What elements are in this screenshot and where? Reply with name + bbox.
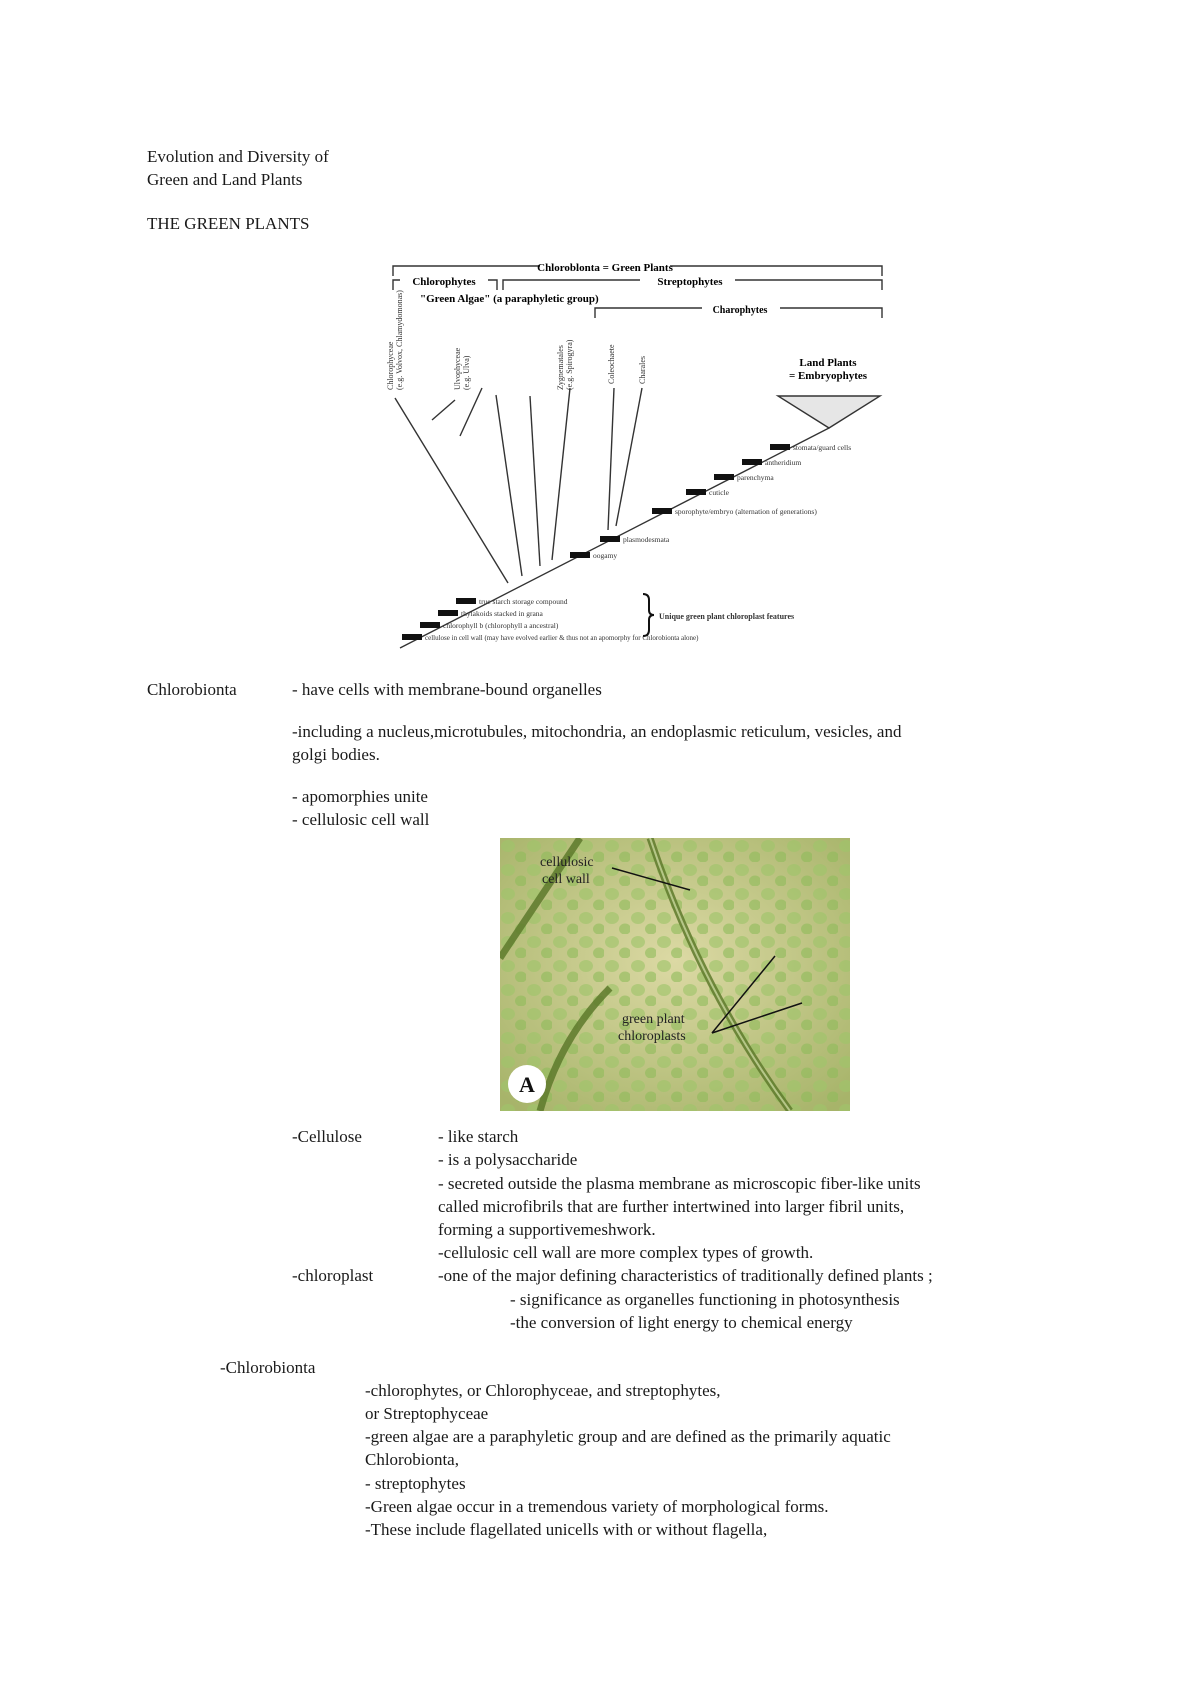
- trait-label: thylakoids stacked in grana: [461, 609, 543, 618]
- trait-label: stomata/guard cells: [793, 443, 852, 452]
- cell-micrograph: [500, 838, 850, 1111]
- clado-green-algae: "Green Algae" (a paraphyletic group): [420, 293, 599, 305]
- chlorobionta2-line: -green algae are a paraphyletic group and are defined as the primarily aquatic: [365, 1427, 891, 1446]
- doc-title-line1: Evolution and Diversity of: [147, 147, 329, 166]
- chlorobionta-line1: - have cells with membrane-bound organelles: [292, 680, 602, 699]
- trait-label: cellulose in cell wall (may have evolved earlier & thus not an apomorphy for Chlorobionta alone): [425, 634, 699, 642]
- cladogram-figure: [360, 258, 900, 658]
- taxon-label: Coleochaete: [607, 344, 616, 384]
- trait-label: cuticle: [709, 488, 729, 497]
- trait-label: parenchyma: [737, 473, 774, 482]
- clado-chlorophytes: Chlorophytes: [412, 276, 476, 288]
- cellulose-line: - secreted outside the plasma membrane as microscopic fiber-like units: [438, 1174, 921, 1193]
- chlorobionta2-line: -These include flagellated unicells with or without flagella,: [365, 1520, 768, 1539]
- trait-label: plasmodesmata: [623, 535, 670, 544]
- chlorobionta-line4: - cellulosic cell wall: [292, 810, 430, 829]
- clado-land-plants-1: Land Plants: [799, 357, 857, 369]
- clado-top-label: Chloroblonta = Green Plants: [537, 262, 673, 274]
- cellulose-line: -cellulosic cell wall are more complex types of growth.: [438, 1243, 814, 1262]
- trait-label: antheridium: [765, 458, 802, 467]
- chlorobionta2-line: - streptophytes: [365, 1474, 466, 1493]
- taxon-label: Ulvophyceae: [453, 347, 462, 390]
- chlorobionta-label: Chlorobionta: [147, 680, 237, 699]
- cellulose-term: -Cellulose: [292, 1127, 362, 1146]
- trait-label: sporophyte/embryo (alternation of generations): [675, 507, 817, 516]
- micro-label-chloro-1: green plant: [622, 1012, 685, 1027]
- taxon-label: (e.g. Spirogyra): [565, 339, 574, 390]
- chloroplast-line3: -the conversion of light energy to chemical energy: [510, 1313, 853, 1332]
- clado-streptophytes: Streptophytes: [657, 276, 723, 288]
- cellulose-line: - is a polysaccharide: [438, 1150, 578, 1169]
- taxon-label: Chlorophyceae: [386, 341, 395, 390]
- micro-label-chloro-2: chloroplasts: [618, 1029, 686, 1044]
- doc-title-line2: Green and Land Plants: [147, 170, 303, 189]
- chloroplast-line2: - significance as organelles functioning in photosynthesis: [510, 1290, 900, 1309]
- section-heading: THE GREEN PLANTS: [147, 214, 310, 233]
- chlorobionta-line2a: -including a nucleus,microtubules, mitochondria, an endoplasmic reticulum, vesicles, and: [292, 722, 902, 741]
- chlorobionta2-line: -chlorophytes, or Chlorophyceae, and streptophytes,: [365, 1381, 721, 1400]
- chlorobionta2-line: or Streptophyceae: [365, 1404, 489, 1423]
- chlorobionta-line2b: golgi bodies.: [292, 745, 380, 764]
- chloroplast-line1: -one of the major defining characteristics of traditionally defined plants ;: [438, 1266, 933, 1285]
- clado-charophytes: Charophytes: [712, 305, 768, 316]
- chloroplast-term: -chloroplast: [292, 1266, 374, 1285]
- micro-label-wall-1: cellulosic: [540, 855, 594, 870]
- chlorobionta2-line: Chlorobionta,: [365, 1450, 459, 1469]
- chlorobionta2-label: -Chlorobionta: [220, 1358, 316, 1377]
- chlorobionta-line3: - apomorphies unite: [292, 787, 428, 806]
- micro-label-wall-2: cell wall: [542, 872, 590, 887]
- cellulose-line: - like starch: [438, 1127, 519, 1146]
- micro-panel-letter: A: [519, 1072, 535, 1097]
- taxon-label: (e.g. Volvox, Chlamydomonas): [395, 290, 404, 390]
- trait-label: chlorophyll b (chlorophyll a ancestral): [443, 621, 559, 630]
- taxon-label: (e.g. Ulva): [462, 355, 471, 390]
- taxon-label: Charales: [638, 356, 647, 384]
- trait-label: true starch storage compound: [479, 597, 568, 606]
- brace-label: Unique green plant chloroplast features: [659, 612, 795, 621]
- clado-land-plants-2: = Embryophytes: [788, 370, 868, 382]
- cellulose-line: called microfibrils that are further intertwined into larger fibril units,: [438, 1197, 905, 1216]
- chlorobionta2-line: -Green algae occur in a tremendous variety of morphological forms.: [365, 1497, 829, 1516]
- taxon-label: Zygnematales: [556, 345, 565, 390]
- cellulose-line: forming a supportivemeshwork.: [438, 1220, 656, 1239]
- trait-label: oogamy: [593, 551, 618, 560]
